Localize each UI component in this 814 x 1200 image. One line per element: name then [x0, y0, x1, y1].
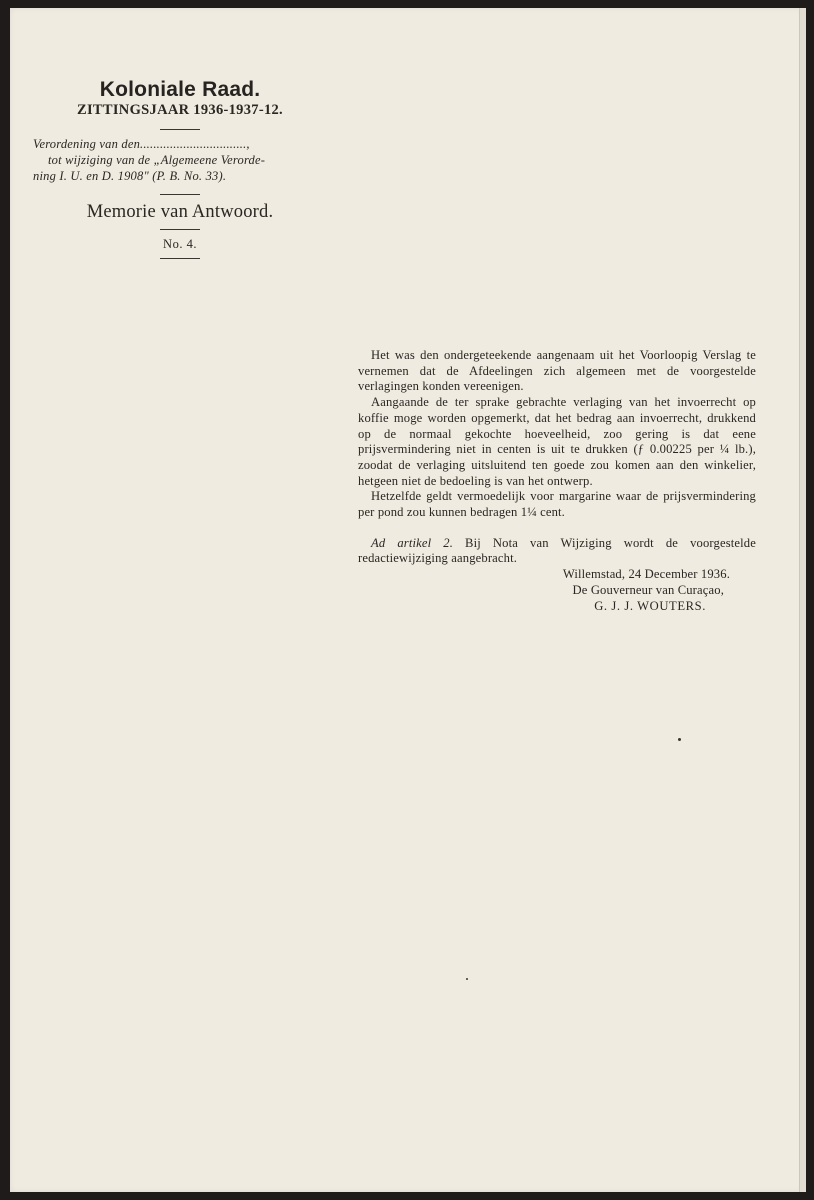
divider: [160, 229, 200, 230]
ink-speck: [678, 738, 681, 741]
article-text: Bij Nota van Wijziging wordt de voorgestelde redactiewijziging aangebracht.: [358, 535, 756, 566]
place-date: Willemstad, 24 December 1936.: [562, 567, 730, 582]
article-reference: Ad artikel 2.: [371, 535, 454, 550]
page-edge: [799, 8, 806, 1192]
memorandum-body: [358, 348, 756, 614]
signatory-name: G. J. J. WOUTERS.: [594, 598, 706, 613]
document-type: Memorie van Antwoord.: [86, 202, 274, 222]
paragraph: Aangaande de ter sprake gebrachte verlaging van het invoerrecht op koffie moge worden opgemerkt, dat het bedrag aan invoerrecht, drukkend op de normaal gekochte hoeveelheid, zoo gering is dat eene prijsvermindering niet in centen is uit te drukken (ƒ 0.00225 per ¼ lb.), zoodat de verlaging uitsluitend ten goede zou komen aan den winkelier, hetgeen niet de bedoeling is van het ontwerp.: [358, 395, 756, 488]
document-page: [10, 8, 806, 1192]
document-number: No. 4.: [163, 237, 197, 251]
ink-speck: [466, 978, 468, 980]
ordinance-description: [30, 136, 330, 184]
document-header: [30, 78, 330, 265]
council-title: Koloniale Raad.: [99, 78, 261, 101]
divider: [160, 258, 200, 259]
session-year: ZITTINGSJAAR 1936-1937-12.: [77, 102, 283, 118]
ordinance-line: tot wijziging van de „Algemeene Verorde-: [48, 153, 266, 167]
divider: [160, 194, 200, 195]
paragraph: Het was den ondergeteekende aangenaam uit het Voorloopig Verslag te vernemen dat de Afdeelingen zich algemeen met de voorgestelde verlagingen konden vereenigen.: [358, 348, 756, 394]
signatory-office: De Gouverneur van Curaçao,: [572, 582, 724, 597]
divider: [160, 129, 200, 130]
paragraph-article: [358, 536, 756, 567]
ordinance-line: Verordening van den................................,: [33, 137, 250, 151]
ordinance-line: ning I. U. en D. 1908" (P. B. No. 33).: [33, 169, 227, 183]
paragraph: Hetzelfde geldt vermoedelijk voor margarine waar de prijsvermindering per pond zou kunnen bedragen 1¼ cent.: [358, 489, 756, 520]
